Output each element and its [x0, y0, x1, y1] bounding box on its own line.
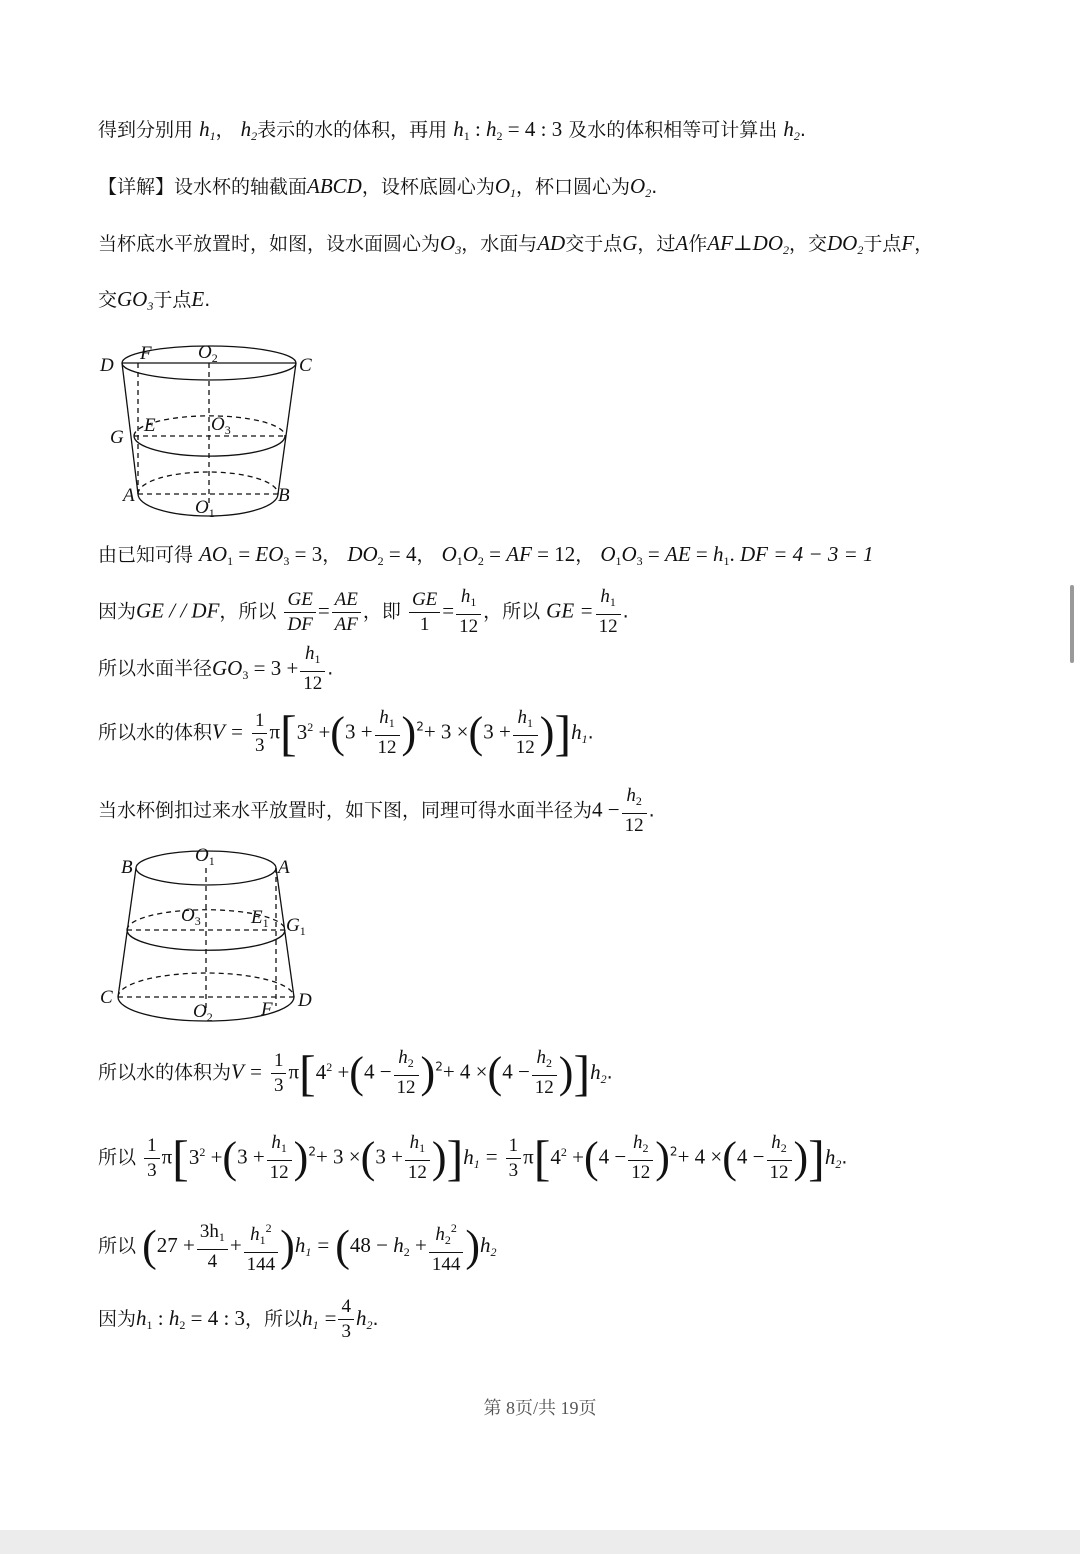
page-number: 第 8页/共 19页 [483, 1398, 597, 1418]
label-D: D [100, 355, 114, 376]
label-O2: $O_2$ [198, 342, 218, 365]
label-O3: $O_3$ [181, 905, 201, 928]
text-line-8: 所以水的体积V = $\frac{1}{3}$ $\pi[3^2 +(3$ + $\frac{h_1}{12}$ )$^2$+ 3 ×(3 + $\frac{h_1}{12}$ )]$h_1$. [98, 705, 594, 761]
cup-figure-upright [90, 335, 330, 525]
label-B: B [121, 857, 133, 878]
label-F: F [140, 343, 152, 364]
text-line-10: 所以水的体积为V = $\frac{1}{3}$ $\pi[4^2 +(4$ − $\frac{h_2}{12}$ )$^2$+ 4 ×(4 − $\frac{h_2}{12}$ )]$h_2$. [98, 1045, 613, 1101]
label-C: C [299, 355, 312, 376]
label-D: D [298, 990, 312, 1011]
math-h1: $h_1$ [199, 117, 216, 143]
label-G: G [110, 427, 124, 448]
label-A: A [278, 857, 290, 878]
label-O2: $O_2$ [193, 1001, 213, 1024]
label-O3: $O_3$ [211, 414, 231, 437]
text-line-12: 所以 (27 + $\frac{3h_1}{4}$ + $\frac{h_1^2}{144}$ )$h_1 = (48 - h_2$ + $\frac{h_2^2}{144}$ )$h_2$ [98, 1216, 497, 1277]
label-G1: $G_1$ [286, 915, 306, 938]
label-B: B [278, 485, 290, 506]
label-F: F [261, 999, 273, 1020]
text-line-11: 所以 $\frac{1}{3}$ $\pi[3^2 +(3$ + $\frac{h_1}{12}$ )$^2$+ 3 ×(3 + $\frac{h_1}{12}$ )]$h_1$ = $\frac{1}{3}$ $\pi[4^2 +(4$ − $\frac{h_2}{12}$ )$^2$+ 4 ×(4 − $\frac{h_2}{12}$ )]$h_2$. [98, 1130, 848, 1186]
text-line-5: 由已知可得 $AO_1 = EO_3 = 3$， $DO_2 = 4$， $O_1O_2$ = AF = 12， $O_1O_3$ = AE = $h_1$. DF = 4 − 3 = 1 [98, 542, 874, 568]
text-line-1: 得到分别用 $h_1$， $h_2$表示的水的体积，再用 $h_1$ : $h_2 = 4$ : 3 及水的体积相等可计算出 $h_2$. [98, 117, 806, 143]
text-line-6: 因为GE / / DF，所以 $\frac{GE}{DF}$ = $\frac{AE}{AF}$ ，即 $\frac{GE}{1}$ = $\frac{h_1}{12}$ ，所以 GE = $\frac{h_1}{12}$ . [98, 586, 629, 637]
text-line-13: 因为$h_1$ : $h_2 = 4$ : 3，所以$h_1$ = $\frac{4}{3}$ $h_2$. [98, 1296, 379, 1342]
text-line-2: 【详解】设水杯的轴截面ABCD，设杯底圆心为$O_1$，杯口圆心为$O_2$. [98, 174, 658, 200]
label-C: C [100, 987, 113, 1008]
label-E1: $E_1$ [251, 907, 269, 930]
cup-figure-inverted [90, 840, 330, 1030]
text-line-7: 所以水面半径$GO_3 = 3$ + $\frac{h_1}{12}$ . [98, 643, 334, 694]
text-line-3: 当杯底水平放置时，如图，设水面圆心为$O_3$，水面与AD交于点G，过A作$AF\perp DO_2$，交$DO_2$于点F， [98, 231, 934, 257]
label-E: E [144, 415, 156, 436]
bottom-edge [0, 1530, 1080, 1554]
label-A: A [123, 485, 135, 506]
scrollbar-thumb[interactable] [1070, 585, 1074, 663]
math-h2: $h_2$ [240, 117, 258, 143]
label-O1: $O_1$ [195, 497, 215, 520]
text-line-4: 交$GO_3$于点E. [98, 287, 211, 313]
math-ratio: $h_1$ : $h_2 = 4$ : 3 [453, 117, 563, 143]
label-O1: $O_1$ [195, 845, 215, 868]
text-line-9: 当水杯倒扣过来水平放置时，如下图，同理可得水面半径为4 − $\frac{h_2}{12}$ . [98, 785, 655, 836]
